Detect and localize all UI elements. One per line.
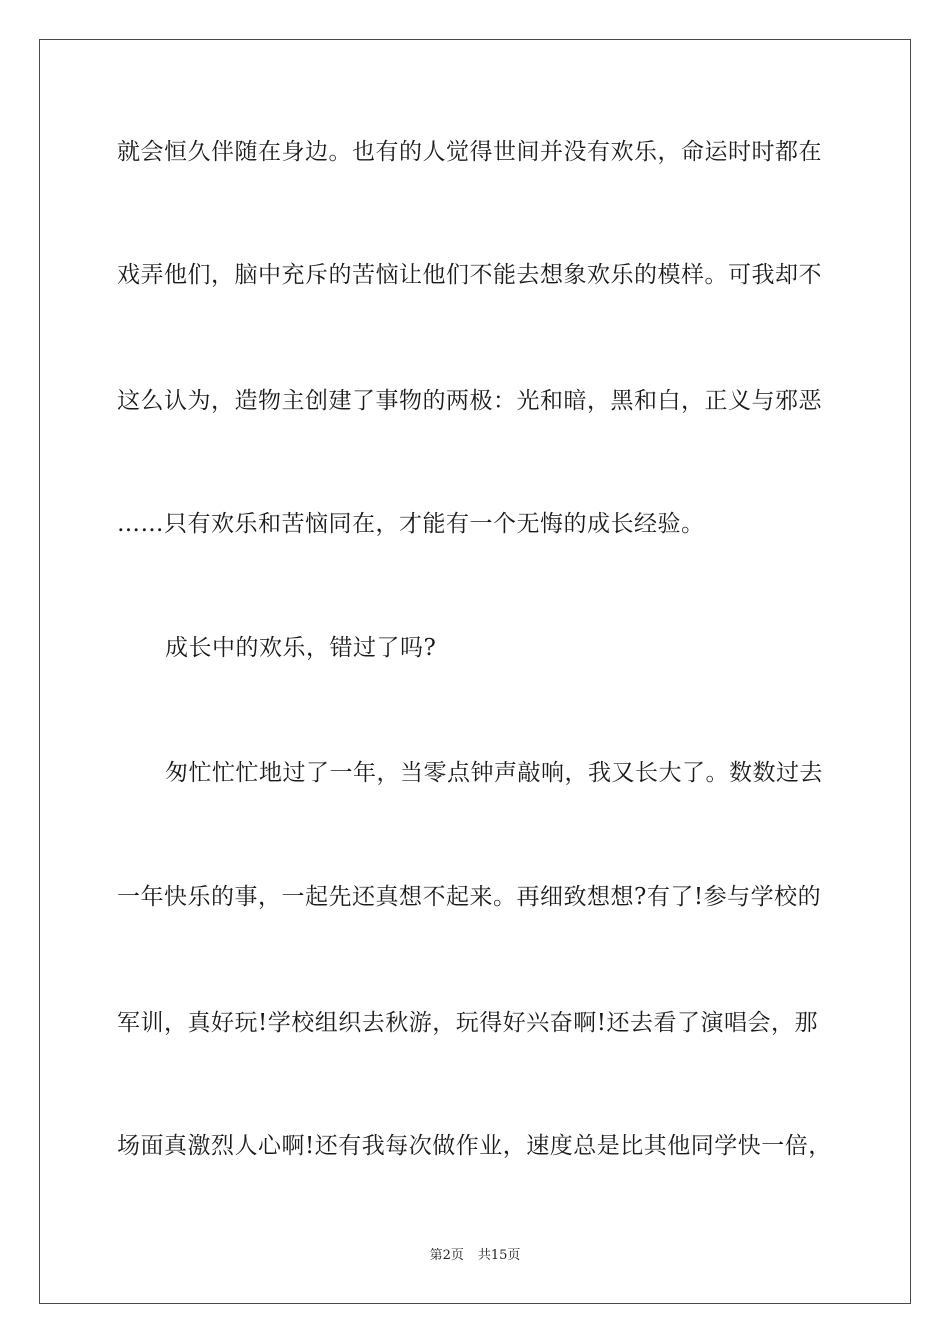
text-line-8: 军训，真好玩!学校组织去秋游，玩得好兴奋啊!还去看了演唱会，那 <box>117 1010 818 1036</box>
text-line-4: ……只有欢乐和苦恼同在，才能有一个无悔的成长经验。 <box>117 511 705 537</box>
text-line-6: 匆忙忙忙地过了一年，当零点钟声敲响，我又长大了。数数过去 <box>165 760 823 786</box>
text-line-5: 成长中的欢乐，错过了吗? <box>165 635 437 661</box>
text-line-9: 场面真激烈人心啊!还有我每次做作业，速度总是比其他同学快一倍， <box>117 1133 832 1159</box>
text-line-2: 戏弄他们，脑中充斥的苦恼让他们不能去想象欢乐的模样。可我却不 <box>117 262 822 288</box>
text-line-3: 这么认为，造物主创建了事物的两极：光和暗，黑和白，正义与邪恶 <box>117 388 822 414</box>
page-number: 第2页 <box>429 1248 464 1263</box>
page-footer <box>0 1248 950 1264</box>
text-line-7: 一年快乐的事，一起先还真想不起来。再细致想想?有了!参与学校的 <box>117 884 822 910</box>
page-border <box>39 39 911 1304</box>
page-total: 共15页 <box>477 1248 521 1263</box>
text-line-1: 就会恒久伴随在身边。也有的人觉得世间并没有欢乐，命运时时都在 <box>117 139 822 165</box>
